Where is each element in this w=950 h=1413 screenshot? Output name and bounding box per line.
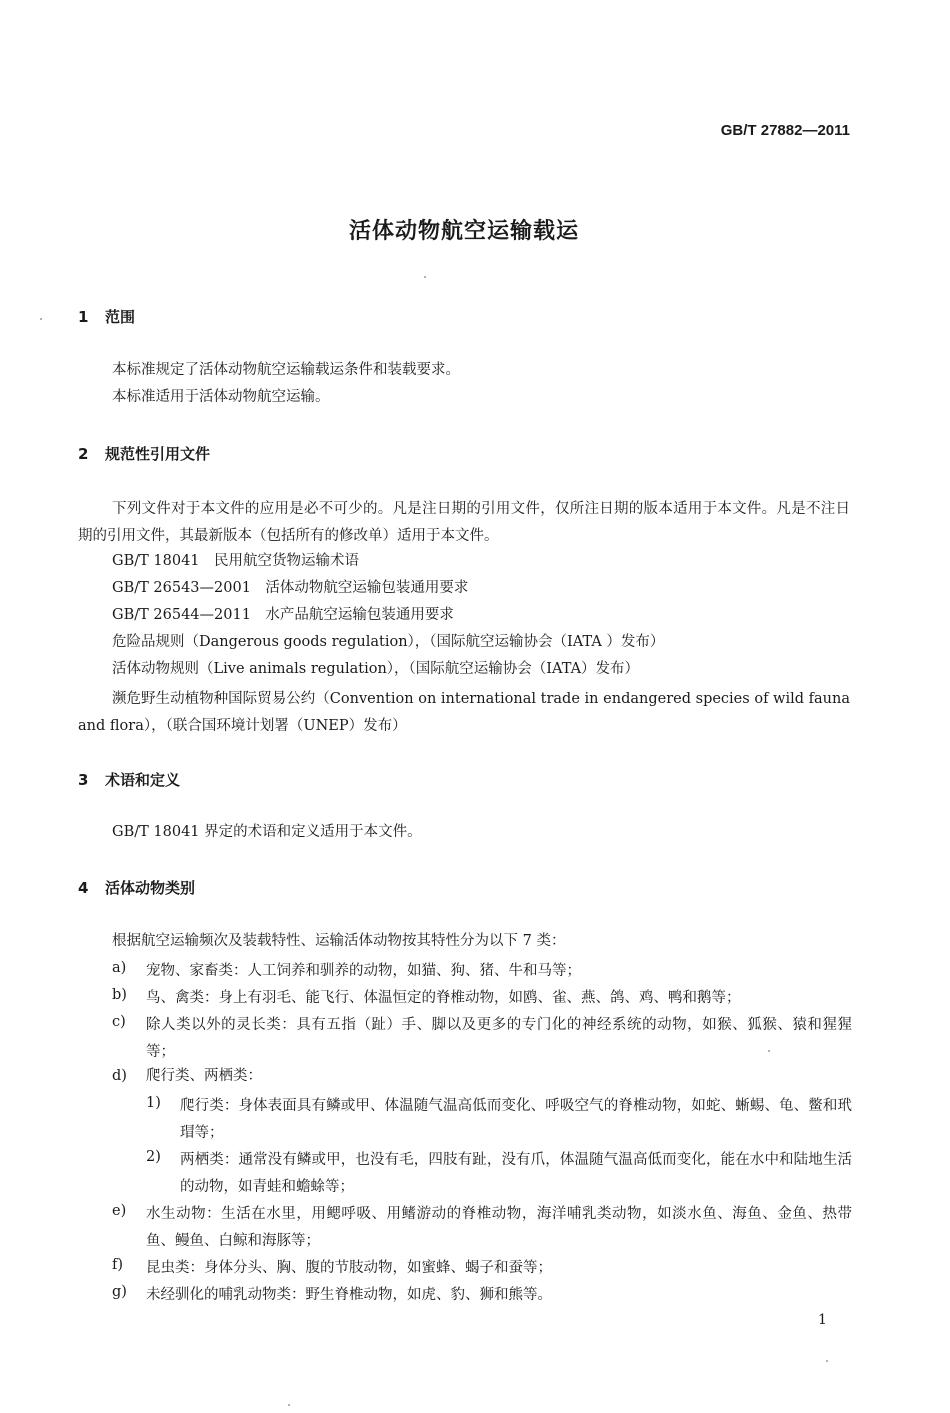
section-2-intro: 下列文件对于本文件的应用是必不可少的。凡是注日期的引用文件，仅所注日期的版本适用于本文件。凡是不注日期的引用文件，其最新版本（包括所有的修改单）适用于本文件。 <box>78 501 850 544</box>
reference-item: GB/T 26544—2011 水产品航空运输包装通用要求 <box>112 607 454 623</box>
list-item: 水生动物：生活在水里，用鳃呼吸、用鳍游动的脊椎动物，海洋哺乳类动物，如淡水鱼、海鱼、金鱼、热带鱼、鳗鱼、白鲸和海豚等； <box>146 1206 852 1249</box>
section-title: 术语和定义 <box>105 771 181 789</box>
section-number: 2 <box>78 445 89 463</box>
list-item: 宠物、家畜类：人工饲养和驯养的动物，如猫、狗、猪、牛和马等； <box>146 963 581 979</box>
section-2-heading <box>78 443 210 464</box>
list-item: 鸟、禽类：身上有羽毛、能飞行、体温恒定的脊椎动物，如鸥、雀、燕、鸽、鸡、鸭和鹅等； <box>146 990 741 1006</box>
list-item-label: g) <box>112 1284 127 1300</box>
standard-code: GB/T 27882—2011 <box>720 122 850 139</box>
reference-item: 活体动物规则（Live animals regulation），（国际航空运输协会（IATA）发布） <box>112 661 640 677</box>
section-4-intro: 根据航空运输频次及装载特性、运输活体动物按其特性分为以下 7 类： <box>112 933 566 949</box>
section-1-paragraph: 本标准适用于活体动物航空运输。 <box>112 389 330 405</box>
document-title: 活体动物航空运输载运 <box>348 219 579 244</box>
section-title: 规范性引用文件 <box>105 445 211 463</box>
list-item: 爬行类、两栖类： <box>146 1068 262 1084</box>
section-number: 3 <box>78 771 89 789</box>
list-item: 除人类以外的灵长类：具有五指（趾）手、脚以及更多的专门化的神经系统的动物，如猴、狐猴、猿和猩猩等； <box>146 1017 852 1060</box>
section-3-paragraph: GB/T 18041 界定的术语和定义适用于本文件。 <box>112 824 422 840</box>
reference-item: GB/T 26543—2001 活体动物航空运输包装通用要求 <box>112 580 469 596</box>
list-item: 未经驯化的哺乳动物类：野生脊椎动物，如虎、豹、狮和熊等。 <box>146 1287 552 1303</box>
section-number: 4 <box>78 879 89 897</box>
page-number: 1 <box>818 1312 827 1328</box>
scan-speck <box>826 1360 828 1362</box>
section-3-heading <box>78 769 180 790</box>
scan-speck <box>768 1050 770 1052</box>
list-item-label: e) <box>112 1203 127 1219</box>
reference-item: 濒危野生动植物种国际贸易公约（Convention on international trade in endangered species of wild fauna and flora），（联合国环境计划署（UNEP）发布） <box>78 691 850 734</box>
section-title: 活体动物类别 <box>105 879 196 897</box>
sub-item: 两栖类：通常没有鳞或甲，也没有毛，四肢有趾，没有爪，体温随气温高低而变化，能在水中和陆地生活的动物，如青蛙和蟾蜍等； <box>180 1152 852 1195</box>
section-1-heading <box>78 306 135 327</box>
section-4-heading <box>78 877 195 898</box>
list-item-label: a) <box>112 960 127 976</box>
scan-speck <box>40 318 42 320</box>
sub-item-label: 1) <box>146 1095 161 1111</box>
sub-item-label: 2) <box>146 1149 161 1165</box>
sub-item: 爬行类：身体表面具有鳞或甲、体温随气温高低而变化、呼吸空气的脊椎动物，如蛇、蜥蜴、龟、鳖和玳瑁等； <box>180 1098 852 1141</box>
section-1-paragraph: 本标准规定了活体动物航空运输载运条件和装载要求。 <box>112 362 460 378</box>
list-item-label: c) <box>112 1014 126 1030</box>
list-item: 昆虫类：身体分头、胸、腹的节肢动物，如蜜蜂、蝎子和蚕等； <box>146 1260 552 1276</box>
section-number: 1 <box>78 308 89 326</box>
list-item-label: b) <box>112 987 127 1003</box>
scan-speck <box>288 1404 290 1406</box>
list-item-label: f) <box>112 1257 124 1273</box>
section-title: 范围 <box>105 308 136 326</box>
list-item-label: d) <box>112 1068 127 1084</box>
scan-speck <box>424 276 426 278</box>
reference-item: 危险品规则（Dangerous goods regulation），（国际航空运输协会（IATA ）发布） <box>112 634 665 650</box>
reference-item: GB/T 18041 民用航空货物运输术语 <box>112 553 360 569</box>
